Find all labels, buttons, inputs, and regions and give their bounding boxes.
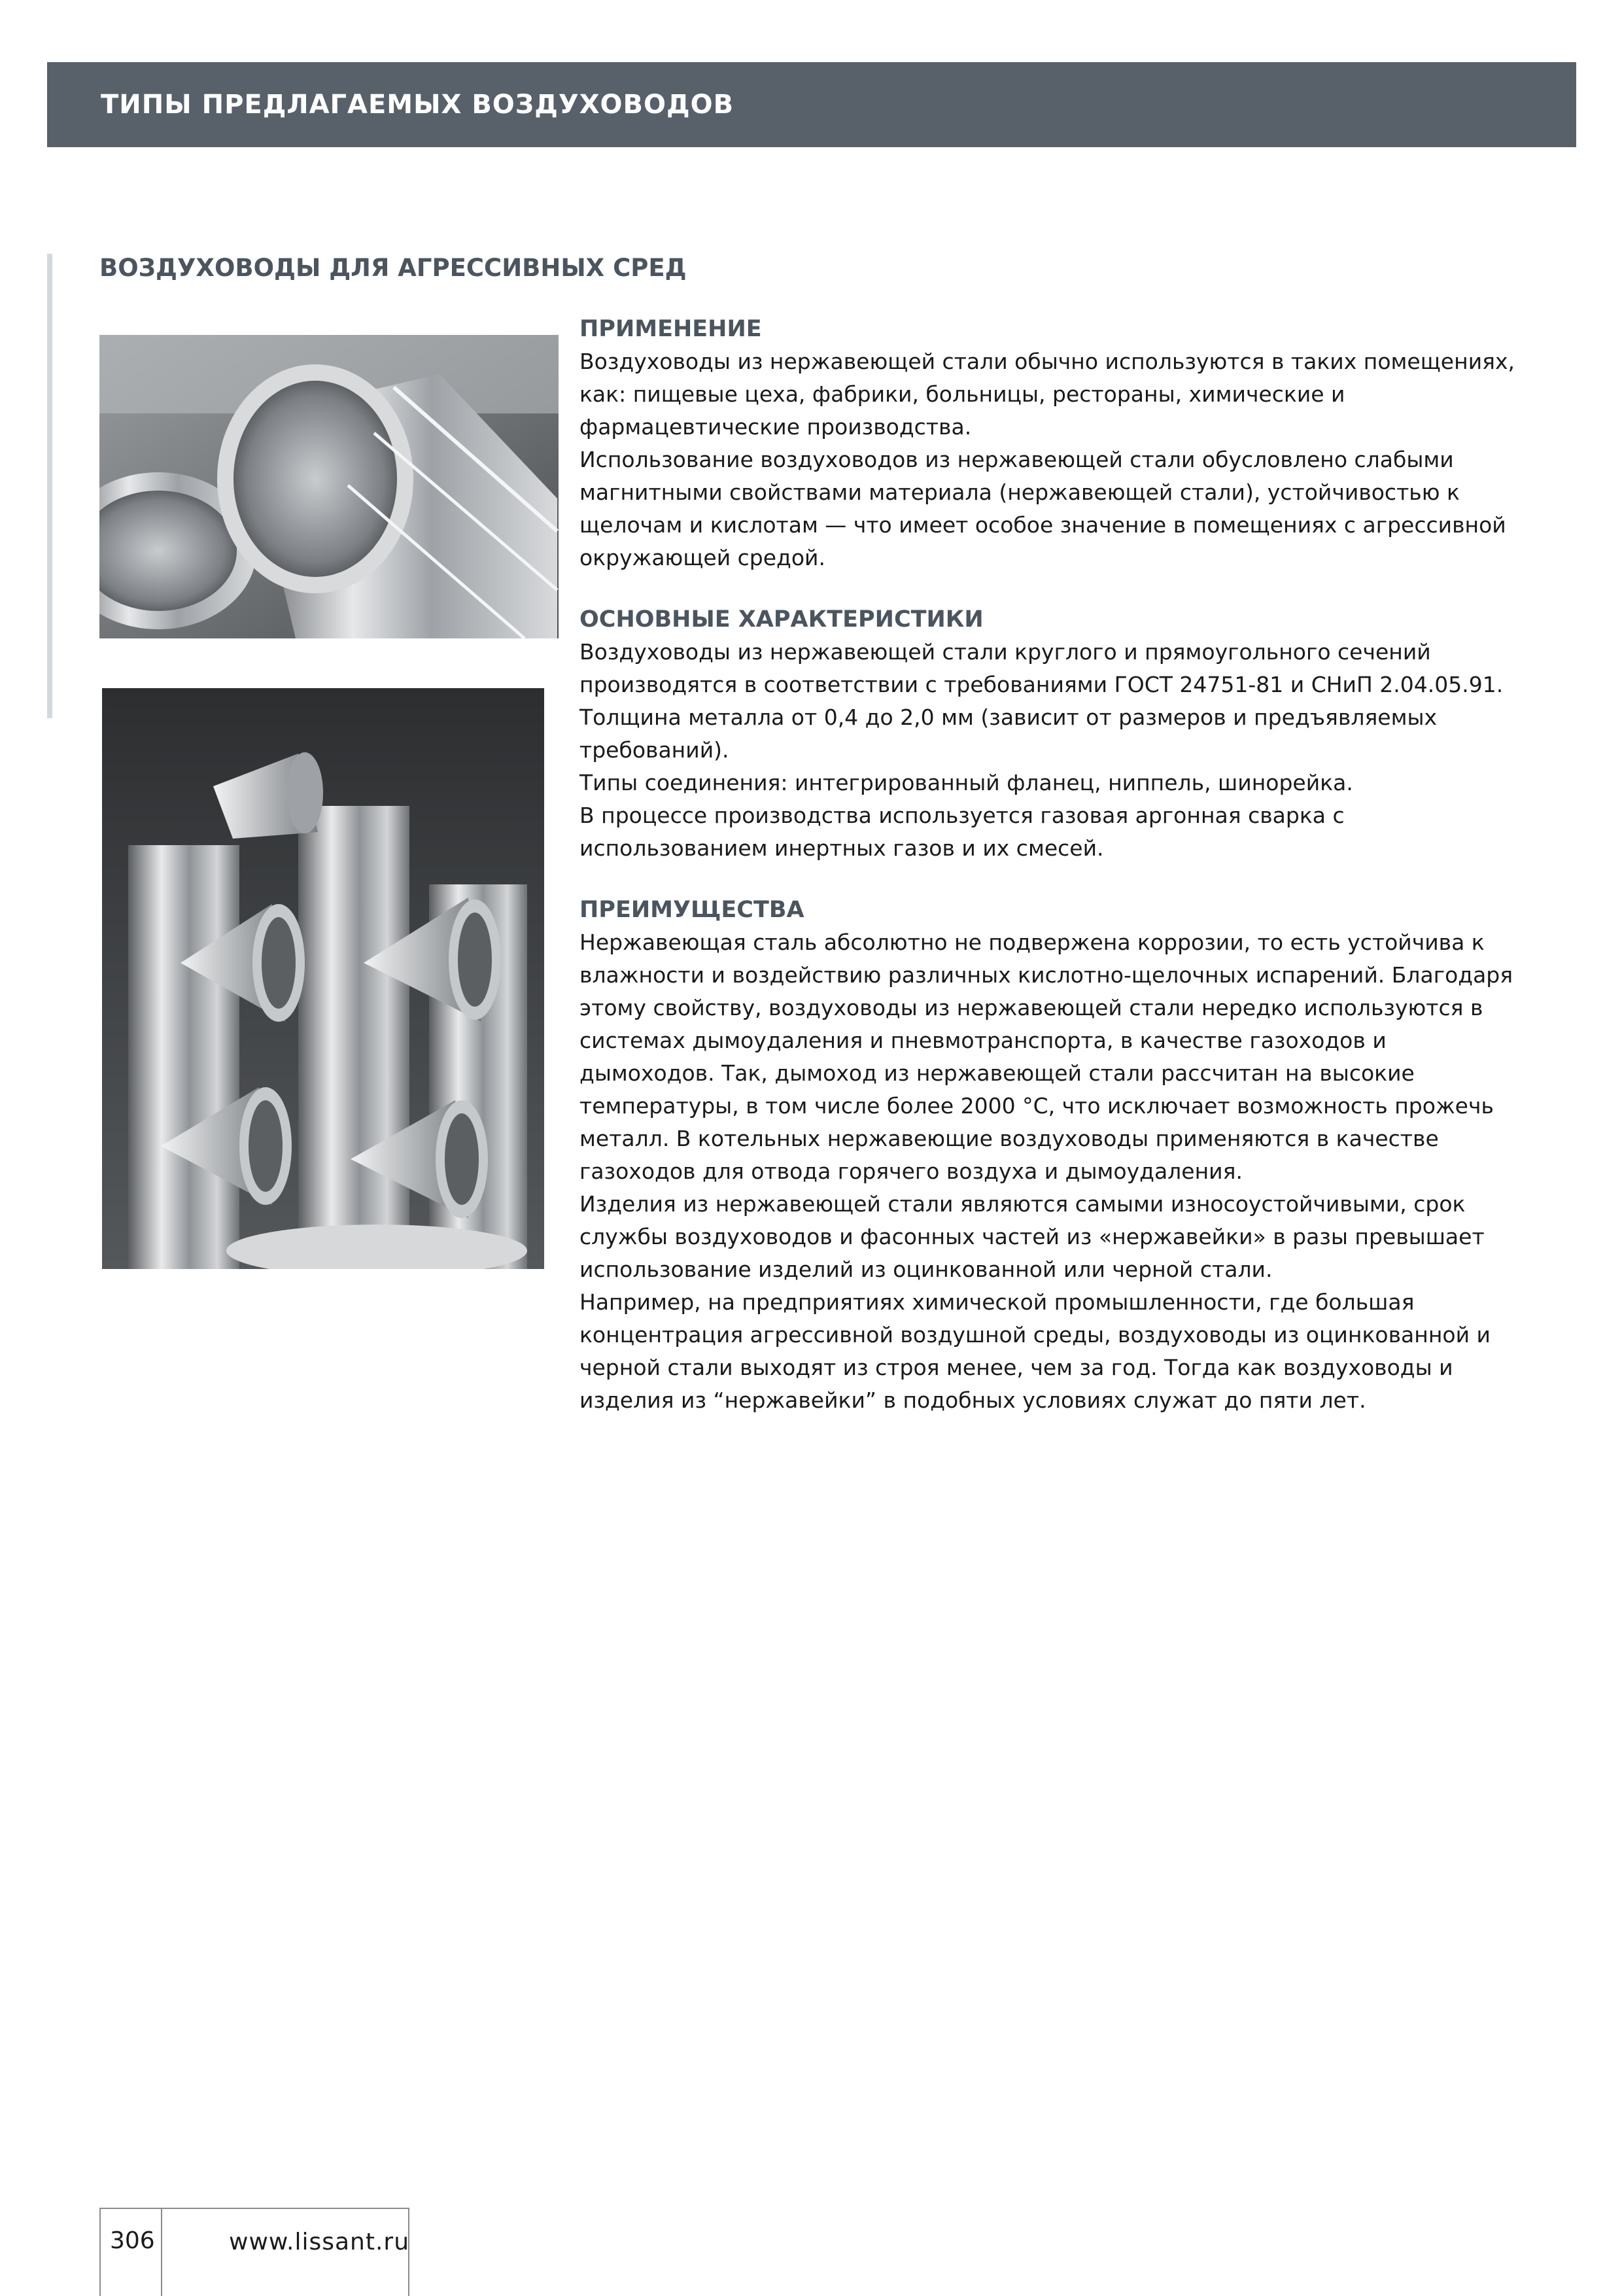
footer-divider [161,2209,162,2296]
application-paragraph: Воздуховоды из нержавеющей стали обычно используются в таких помещениях, как: пищевые цеха, фабрики, больницы, рестораны, химические и фармацевтические производства. [579,349,1515,440]
application-paragraph: Использование воздуховодов из нержавеющей стали обусловлено слабыми магнитными свойствами материала (нержавеющей стали), устойчивостью к щелочам и кислотам — что имеет особое значение в помещениях с агрессивной окружающей средой. [579,447,1506,570]
characteristics-paragraph: Воздуховоды из нержавеющей стали круглого и прямоугольного сечений производятся в соответствии с требованиями ГОСТ 24751-81 и СНиП 2.04.05.91. [579,639,1504,697]
content-column [579,313,1516,1417]
stainless-duct-tees-photo [102,688,544,1269]
page-footer [99,2208,409,2296]
advantages-paragraph: Например, на предприятиях химической промышленности, где большая концентрация агрессивной воздушной среды, воздуховоды из оцинкованной и черной стали выходят из строя менее, чем за год. Тогда как воздуховоды и изделия из “нержавейки” в подобных условиях служат до пяти лет. [579,1289,1491,1413]
header-bar [47,62,1576,147]
section-title: ВОЗДУХОВОДЫ ДЛЯ АГРЕССИВНЫХ СРЕД [99,254,687,282]
stainless-round-ducts-photo [99,335,559,638]
advantages-paragraph: Изделия из нержавеющей стали являются самыми износоустойчивыми, срок службы воздуховодов и фасонных частей из «нержавейки» в разы превышает использование изделий из оцинкованной или черной стали. [579,1191,1485,1282]
advantages-heading: ПРЕИМУЩЕСТВА [579,897,804,923]
characteristics-paragraph: Типы соединения: интегрированный фланец, ниппель, шинорейка. [579,770,1353,795]
characteristics-paragraph: Толщина металла от 0,4 до 2,0 мм (зависит от размеров и предъявляемых требований). [579,704,1438,763]
application-heading: ПРИМЕНЕНИЕ [579,316,762,342]
page-number: 306 [110,2227,155,2254]
page-header-title: ТИПЫ ПРЕДЛАГАЕМЫХ ВОЗДУХОВОДОВ [101,90,734,120]
advantages-paragraph: Нержавеющая сталь абсолютно не подвержена коррозии, то есть устойчива к влажности и воздействию различных кислотно-щелочных испарений. Благодаря этому свойству, воздуховоды из нержавеющей стали нередко используются в системах дымоудаления и пневмотранспорта, в качестве газоходов и дымоходов. Так, дымоход из нержавеющей стали рассчитан на высокие температуры, в том числе более 2000 °С, что исключает возможность прожечь металл. В котельных нержавеющие воздуховоды применяются в качестве газоходов для отвода горячего воздуха и дымоудаления. [579,930,1513,1184]
characteristics-paragraph: В процессе производства используется газовая аргонная сварка с использованием инертных газов и их смесей. [579,803,1345,861]
characteristics-heading: ОСНОВНЫЕ ХАРАКТЕРИСТИКИ [579,606,984,633]
website-link[interactable]: www.lissant.ru [229,2229,410,2255]
side-rule [47,254,52,718]
